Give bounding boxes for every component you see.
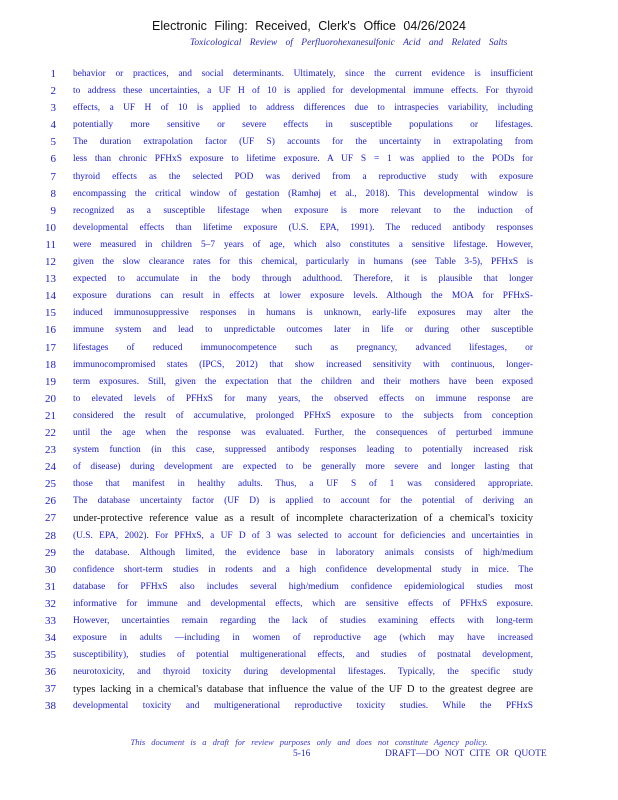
- line-number: 30: [45, 563, 56, 576]
- line-number: 3: [50, 102, 56, 115]
- text-line: [0, 664, 618, 681]
- line-text: developmental effects than lifetime exposure (U.S. EPA, 1991). The reduced antibody responses: [73, 222, 533, 233]
- line-number: 6: [50, 153, 56, 166]
- line-number: 20: [45, 392, 56, 405]
- text-line: [0, 698, 618, 715]
- text-line: [0, 305, 618, 322]
- line-number: 31: [45, 580, 56, 593]
- line-number: 8: [50, 187, 56, 200]
- text-line: [0, 322, 618, 339]
- text-line: [0, 528, 618, 545]
- text-line: [0, 100, 618, 117]
- line-number: 24: [45, 461, 56, 474]
- document-body: [0, 66, 618, 716]
- text-line: [0, 545, 618, 562]
- line-number: 33: [45, 615, 56, 627]
- line-number: 7: [50, 170, 56, 183]
- text-line: [0, 596, 618, 613]
- line-number: 10: [45, 221, 56, 234]
- line-number: 14: [45, 290, 56, 303]
- line-text: susceptibility), studies of potential multigenerational effects, and studies of postnatal development,: [73, 650, 533, 661]
- line-text: to elevated levels of PFHxS for many years, the observed effects on immune response are: [73, 393, 533, 404]
- line-text: potentially more sensitive or severe effects in susceptible populations or lifestages.: [73, 120, 533, 131]
- line-text: those that manifest in healthy adults. Thus, a UF S of 1 was considered appropriate.: [73, 479, 533, 490]
- line-number: 23: [45, 444, 56, 457]
- line-text: expected to accumulate in the body through adulthood. Therefore, it is plausible that longer: [73, 274, 533, 285]
- line-number: 9: [50, 204, 56, 217]
- line-text: The duration extrapolation factor (UF S) accounts for the uncertainty in extrapolating from: [73, 137, 533, 148]
- line-text: considered the result of accumulative, prolonged PFHxS exposure to the subjects from conception: [73, 410, 533, 421]
- line-text: developmental toxicity and multigenerational reproductive toxicity studies. While the PFHxS: [73, 701, 533, 712]
- line-number: 22: [45, 426, 56, 439]
- line-text: confidence short-term studies in rodents and a high confidence developmental study in mice. The: [73, 564, 533, 575]
- line-text: were measured in children 5–7 years of age, which also constitutes a sensitive lifestage. However,: [73, 239, 533, 250]
- line-number: 36: [45, 666, 56, 679]
- text-line: [0, 442, 618, 459]
- line-text: term exposures. Still, given the expectation that the children and their mothers have been exposed: [73, 376, 533, 387]
- text-line: [0, 288, 618, 305]
- line-text: informative for immune and developmental effects, which are sensitive effects of PFHxS exposure.: [73, 598, 533, 609]
- line-text: effects, a UF H of 10 is applied to address differences due to intraspecies variability, including: [73, 103, 533, 114]
- text-line: [0, 374, 618, 391]
- line-text: The database uncertainty factor (UF D) is applied to account for the potential of deriving an: [73, 496, 533, 507]
- line-number: 28: [45, 529, 56, 542]
- line-number: 15: [45, 307, 56, 320]
- line-number: 26: [45, 495, 56, 508]
- line-number: 25: [45, 478, 56, 491]
- line-text: the database. Although limited, the evidence base in laboratory animals consists of high/medium: [73, 547, 533, 558]
- text-line: [0, 681, 618, 698]
- line-number: 19: [45, 375, 56, 388]
- filing-header: Electronic Filing: Received, Clerk's Office 04/26/2024: [152, 19, 466, 33]
- text-line: [0, 408, 618, 425]
- line-text: neurotoxicity, and thyroid toxicity during developmental lifestages. Typically, the specific study: [73, 667, 533, 678]
- text-line: [0, 220, 618, 237]
- line-number: 37: [45, 683, 56, 696]
- line-text: under-protective reference value as a result of incomplete characterization of a chemical's toxicity: [73, 513, 533, 525]
- text-line: [0, 117, 618, 134]
- line-text: lifestages of reduced immunocompetence such as pregnancy, advanced lifestages, or: [73, 342, 533, 353]
- text-line: [0, 613, 618, 630]
- line-number: 11: [45, 238, 56, 251]
- line-text: behavior or practices, and social determinants. Ultimately, since the current evidence is insufficient: [73, 69, 533, 79]
- text-line: [0, 647, 618, 664]
- line-text: thyroid effects as the selected POD was derived from a reproductive study with exposure: [73, 171, 533, 182]
- line-number: 16: [45, 324, 56, 337]
- text-line: [0, 425, 618, 442]
- text-line: [0, 459, 618, 476]
- text-line: [0, 357, 618, 374]
- text-line: [0, 134, 618, 151]
- page-number: 5-16: [293, 749, 311, 759]
- line-text: to address these uncertainties, a UF H of 10 is applied for developmental immune effects. For thyroid: [73, 86, 533, 97]
- text-line: [0, 562, 618, 579]
- text-line: [0, 237, 618, 254]
- line-number: 38: [45, 700, 56, 713]
- text-line: [0, 254, 618, 271]
- line-text: However, uncertainties remain regarding the lack of studies examining effects with long-term: [73, 616, 533, 626]
- line-text: less than chronic PFHxS exposure to lifetime exposure. A UF S = 1 was applied to the PODs for: [73, 154, 533, 165]
- text-line: [0, 169, 618, 186]
- line-number: 18: [45, 358, 56, 371]
- line-number: 27: [45, 512, 56, 525]
- line-number: 4: [50, 119, 56, 132]
- line-text: system function (in this case, suppressed antibody responses leading to potentially increased risk: [73, 445, 533, 456]
- draft-notice: DRAFT—DO NOT CITE OR QUOTE: [385, 749, 547, 759]
- text-line: [0, 510, 618, 527]
- line-text: immunocompromised states (IPCS, 2012) that show increased sensitivity with continuous, longer-: [73, 359, 533, 370]
- line-number: 13: [45, 273, 56, 286]
- text-line: [0, 340, 618, 357]
- text-line: [0, 151, 618, 168]
- draft-disclaimer: This document is a draft for review purposes only and does not constitute Agency policy.: [130, 737, 488, 747]
- line-number: 32: [45, 597, 56, 610]
- line-text: of disease) during development are expected to be generally more severe and longer lasting that: [73, 462, 533, 473]
- line-number: 5: [50, 136, 56, 149]
- text-line: [0, 83, 618, 100]
- text-line: [0, 391, 618, 408]
- line-number: 1: [50, 68, 56, 80]
- line-text: exposure in adults —including in women of reproductive age (which may have increased: [73, 633, 533, 644]
- text-line: [0, 203, 618, 220]
- text-line: [0, 66, 618, 83]
- line-number: 34: [45, 632, 56, 645]
- line-number: 2: [50, 85, 56, 98]
- line-text: database for PFHxS also includes several high/medium confidence epidemiological studies most: [73, 581, 533, 592]
- line-number: 21: [45, 409, 56, 422]
- line-number: 29: [45, 546, 56, 559]
- line-text: immune system and lead to unpredictable outcomes later in life or during other susceptible: [73, 325, 533, 336]
- text-line: [0, 579, 618, 596]
- line-text: induced immunosuppressive responses in humans is unknown, early-life exposures may alter the: [73, 308, 533, 319]
- text-line: [0, 271, 618, 288]
- text-line: [0, 186, 618, 203]
- running-title: Toxicological Review of Perfluorohexanesulfonic Acid and Related Salts: [190, 38, 508, 48]
- line-number: 12: [45, 256, 56, 269]
- line-text: recognized as a susceptible lifestage when exposure is more relevant to the induction of: [73, 205, 533, 216]
- line-number: 35: [45, 649, 56, 662]
- line-text: until the age when the response was evaluated. Further, the consequences of perturbed immune: [73, 427, 533, 438]
- text-line: [0, 476, 618, 493]
- line-text: encompassing the critical window of gestation (Ramhøj et al., 2018). This developmental window is: [73, 188, 533, 199]
- line-text: (U.S. EPA, 2002). For PFHxS, a UF D of 3 was selected to account for deficiencies and uncertainties in: [73, 530, 533, 541]
- line-text: types lacking in a chemical's database that influence the value of the UF D to the greatest degree are: [73, 684, 533, 696]
- line-text: exposure durations can result in effects at lower exposure levels. Although the MOA for PFHxS-: [73, 291, 533, 302]
- text-line: [0, 630, 618, 647]
- line-number: 17: [45, 341, 56, 354]
- text-line: [0, 493, 618, 510]
- line-text: given the slow clearance rates for this chemical, particularly in humans (see Table 3-5), PFHxS is: [73, 257, 533, 268]
